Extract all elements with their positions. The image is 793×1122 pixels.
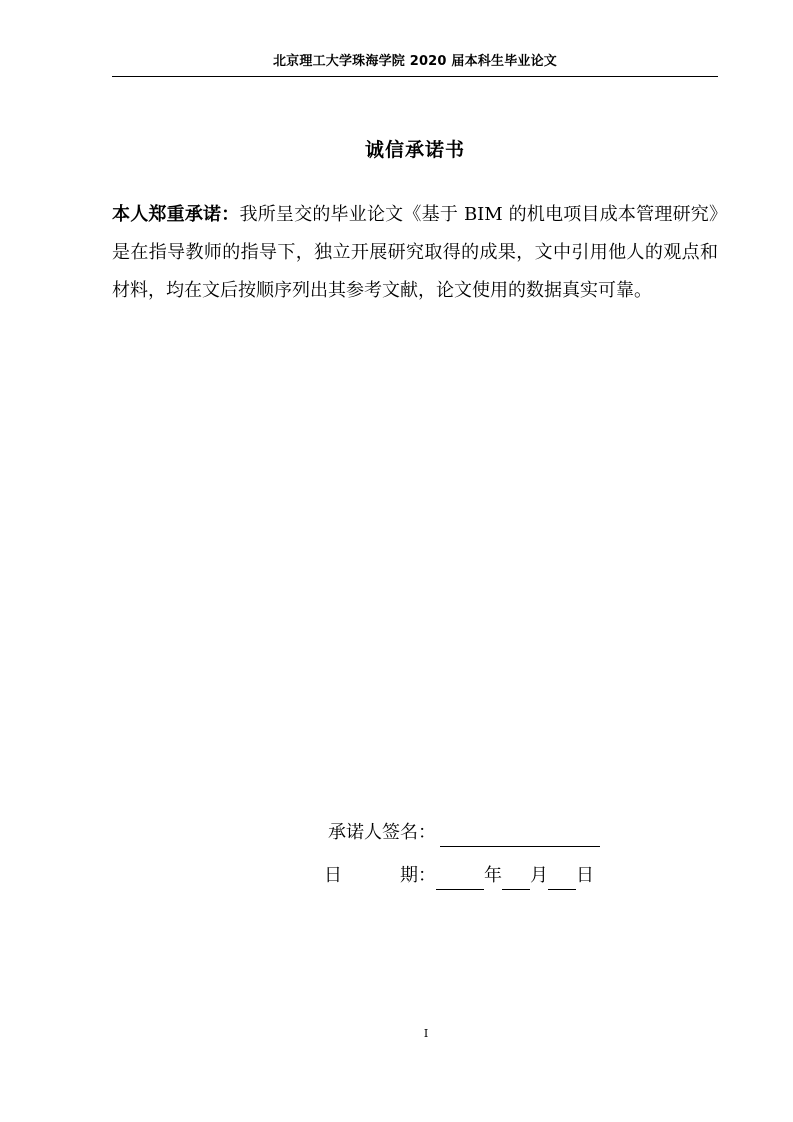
signature-blank-line	[440, 824, 600, 847]
page-number: I	[423, 1027, 429, 1040]
day-blank-line	[548, 867, 576, 890]
document-title: 诚信承诺书	[364, 139, 465, 161]
date-row	[324, 862, 594, 890]
page-header	[112, 54, 718, 77]
header-text: 北京理工大学珠海学院 2020 届本科生毕业论文	[272, 54, 558, 69]
date-label-ri: 日	[324, 865, 342, 886]
statement-lead: 本人郑重承诺：	[112, 204, 240, 225]
signature-row	[328, 819, 600, 847]
month-blank-line	[502, 867, 530, 890]
date-label-qi: 期：	[400, 865, 436, 886]
month-label: 月	[530, 865, 548, 886]
year-label: 年	[484, 865, 502, 886]
signature-label: 承诺人签名：	[328, 822, 436, 843]
statement-paragraph	[112, 196, 718, 310]
day-label: 日	[576, 865, 594, 886]
statement-body: 我所呈交的毕业论文《基于 BIM 的机电项目成本管理研究》是在指导教师的指导下，独立开展研究取得的成果，文中引用他人的观点和材料，均在文后按顺序列出其参考文献，论文使用的数据真实可靠。	[112, 204, 718, 301]
year-blank-line	[436, 867, 484, 890]
